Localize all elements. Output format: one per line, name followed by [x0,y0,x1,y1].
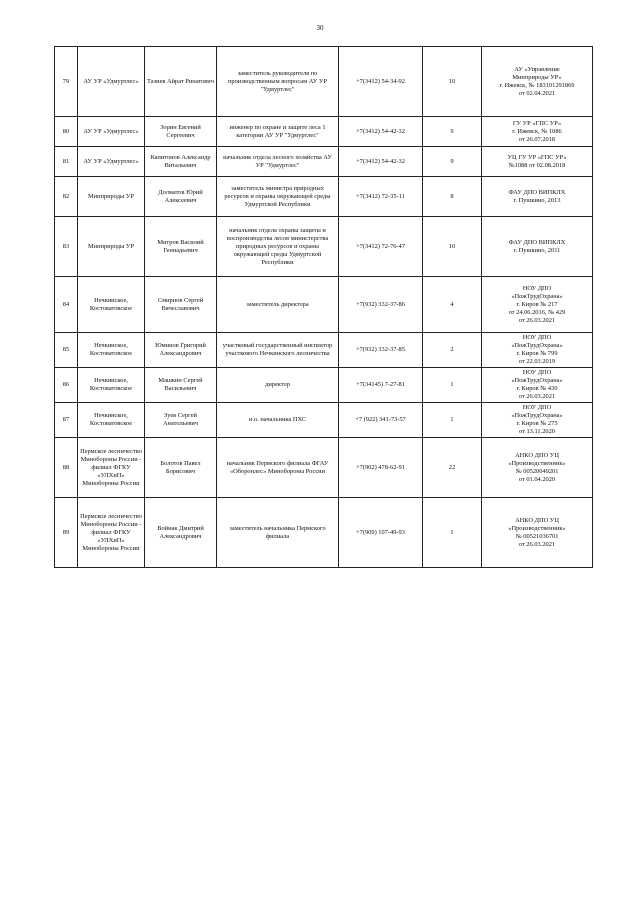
certificate-line: от 13.11.2020 [518,428,556,435]
table-row [55,368,593,403]
phone-cell: +7(34145) 7-27-81 [339,368,423,403]
certificate-line: от 26.07.2018 [518,135,556,143]
table-row [55,117,593,147]
person-name-cell: Тазиев Айрат Ринатович [145,47,217,117]
phone-cell: +7(932) 332-37-85 [339,333,423,368]
experience-cell: 9 [423,117,482,147]
phone-cell: +7(909) 107-49-93 [339,498,423,568]
organization-cell: Пермское лесничество Минобороны России - филиал ФГКУ «УЛХиП» Минобороны России [78,438,145,498]
organization-cell: Нечкинское, Костоватовское [78,333,145,368]
staff-table [54,46,593,568]
person-name-cell: Зорин Евгений Сергеевич [145,117,217,147]
certificate-line: УЦ ГУ УР «ГПС УР» [507,153,567,161]
table-row [55,147,593,177]
certificate-cell [482,147,593,177]
position-cell: заместитель директора [217,277,339,333]
experience-cell: 10 [423,217,482,277]
certificate-line: №1088 от 02.08.2018 [508,161,566,169]
person-name-cell: Машкин Сергей Васильевич [145,368,217,403]
certificate-line: от 26.03.2021 [518,540,556,548]
certificate-cell [482,277,593,333]
certificate-line: г. Киров № 799 [516,350,558,357]
certificate-cell [482,117,593,147]
organization-cell: Нечкинское, Костоватовское [78,277,145,333]
certificate-cell [482,438,593,498]
row-number-cell: 81 [55,147,78,177]
phone-cell: +7(3412) 72-76-47 [339,217,423,277]
person-name-cell: Смирнов Сергей Вячеславович [145,277,217,333]
organization-cell: Пермское лесничество Минобороны России - филиал ФГКУ «УЛХиП» Минобороны России [78,498,145,568]
table-row [55,277,593,333]
person-name-cell: Митров Василий Геннадьевич [145,217,217,277]
organization-cell: АУ УР «Удмуртлес» [78,47,145,117]
certificate-cell [482,498,593,568]
row-number-cell: 84 [55,277,78,333]
position-cell: директор [217,368,339,403]
phone-cell: +7(932) 332-37-86 [339,277,423,333]
row-number-cell: 88 [55,438,78,498]
table-row [55,438,593,498]
certificate-line: АНКО ДПО УЦ [515,516,559,524]
certificate-line: г. Пушкино, 2011 [513,246,561,254]
certificate-line: г. Киров № 217 [516,300,558,308]
certificate-line: «ПожТрудОхрана» [511,377,563,384]
certificate-cell [482,177,593,217]
certificate-cell [482,368,593,403]
experience-cell: 1 [423,368,482,403]
table-row [55,403,593,438]
certificate-cell [482,217,593,277]
certificate-line: г. Ижевск, № 1086 [512,127,562,135]
certificate-line: ФАУ ДПО ВИПКЛХ [508,238,566,246]
certificate-line: НОУ ДПО [522,404,552,411]
phone-cell: +7(902) 478-62-91 [339,438,423,498]
certificate-line: Минприроды УР» [512,73,562,81]
row-number-cell: 80 [55,117,78,147]
certificate-line: г. Киров № 430 [516,385,558,392]
experience-cell: 2 [423,333,482,368]
certificate-line: «Производственник» [508,524,566,532]
phone-cell: +7(3412) 54-34-92 [339,47,423,117]
certificate-line: от 22.03.2019 [518,358,556,365]
position-cell: инженер по охране и защите леса 1 категории АУ УР "Удмуртлес" [217,117,339,147]
row-number-cell: 82 [55,177,78,217]
certificate-line: г. Ижевск, № 183101291869 [499,81,575,89]
person-name-cell: Юминов Григорий Александрович [145,333,217,368]
row-number-cell: 86 [55,368,78,403]
row-number-cell: 87 [55,403,78,438]
position-cell: участковый государственный инспектор участкового Нечкинского лесничества [217,333,339,368]
certificate-line: ГУ УР «ГПС УР» [512,119,562,127]
certificate-line: от 26.03.2021 [518,393,556,400]
certificate-line: АУ «Управление [514,65,560,73]
certificate-line: от 26.03.2021 [518,316,556,324]
certificate-cell [482,403,593,438]
phone-cell: +7(3412) 72-35-11 [339,177,423,217]
page-number: 30 [316,24,324,32]
experience-cell: 9 [423,147,482,177]
experience-cell: 4 [423,277,482,333]
table-body [55,47,593,568]
experience-cell: 1 [423,403,482,438]
certificate-line: АНКО ДПО УЦ [515,451,559,459]
certificate-line: от 02.04.2021 [518,89,556,97]
certificate-line: от 24.06.2016, № 429 [508,308,566,316]
certificate-cell [482,333,593,368]
certificate-line: «ПожТрудОхрана» [511,292,563,300]
table-row [55,177,593,217]
phone-cell: +7(3412) 54-42-32 [339,147,423,177]
row-number-cell: 83 [55,217,78,277]
position-cell: начальник отдела охраны защиты и воспроизводства лесов министерства природных ресурсов и охраны окружающей среды Удмуртской Республики [217,217,339,277]
experience-cell: 10 [423,47,482,117]
organization-cell: АУ УР «Удмуртлес» [78,117,145,147]
certificate-line: «Производственник» [508,459,566,467]
certificate-line: НОУ ДПО [522,369,552,376]
position-cell: заместитель руководителя по производственным вопросам АУ УР "Удмуртлес" [217,47,339,117]
position-cell: заместитель министра природных ресурсов и охраны окружающей среды Удмуртской Республики [217,177,339,217]
position-cell: начальник Пермского филиала ФГАУ «Оборонлес» Минобороны России [217,438,339,498]
person-name-cell: Зуев Сергей Анатольевич [145,403,217,438]
certificate-cell [482,47,593,117]
organization-cell: АУ УР «Удмуртлес» [78,147,145,177]
row-number-cell: 79 [55,47,78,117]
organization-cell: Нечкинское, Костоватовское [78,368,145,403]
organization-cell: Минприроды УР [78,177,145,217]
person-name-cell: Болотов Павел Борисович [145,438,217,498]
row-number-cell: 85 [55,333,78,368]
certificate-line: г. Киров № 275 [516,420,558,427]
experience-cell: 1 [423,498,482,568]
person-name-cell: Долматов Юрий Алексеевич [145,177,217,217]
certificate-line: г. Пушкино, 2013 [513,196,561,204]
certificate-line: НОУ ДПО [522,334,552,341]
certificate-line: № 00520049201 [515,467,559,475]
phone-cell: +7 (922) 341-73-57 [339,403,423,438]
table-row [55,217,593,277]
row-number-cell: 89 [55,498,78,568]
person-name-cell: Войнак Дмитрий Александрович [145,498,217,568]
certificate-line: «ПожТрудОхрана» [511,342,563,349]
table-row [55,333,593,368]
organization-cell: Минприроды УР [78,217,145,277]
phone-cell: +7(3412) 54-42-32 [339,117,423,147]
certificate-line: ФАУ ДПО ВИПКЛХ [508,188,566,196]
certificate-line: НОУ ДПО [522,284,552,292]
table-row [55,47,593,117]
table-row [55,498,593,568]
position-cell: начальник отдела лесного хозяйства АУ УР "Удмуртлес" [217,147,339,177]
experience-cell: 8 [423,177,482,217]
position-cell: и.о. начальника ПХС [217,403,339,438]
certificate-line: № 00521036701 [515,532,559,540]
position-cell: заместитель начальника Пермского филиала [217,498,339,568]
organization-cell: Нечкинское, Костоватовское [78,403,145,438]
experience-cell: 22 [423,438,482,498]
certificate-line: от 01.04.2020 [518,475,556,483]
person-name-cell: Капитонов Александр Витальевич [145,147,217,177]
certificate-line: «ПожТрудОхрана» [511,412,563,419]
